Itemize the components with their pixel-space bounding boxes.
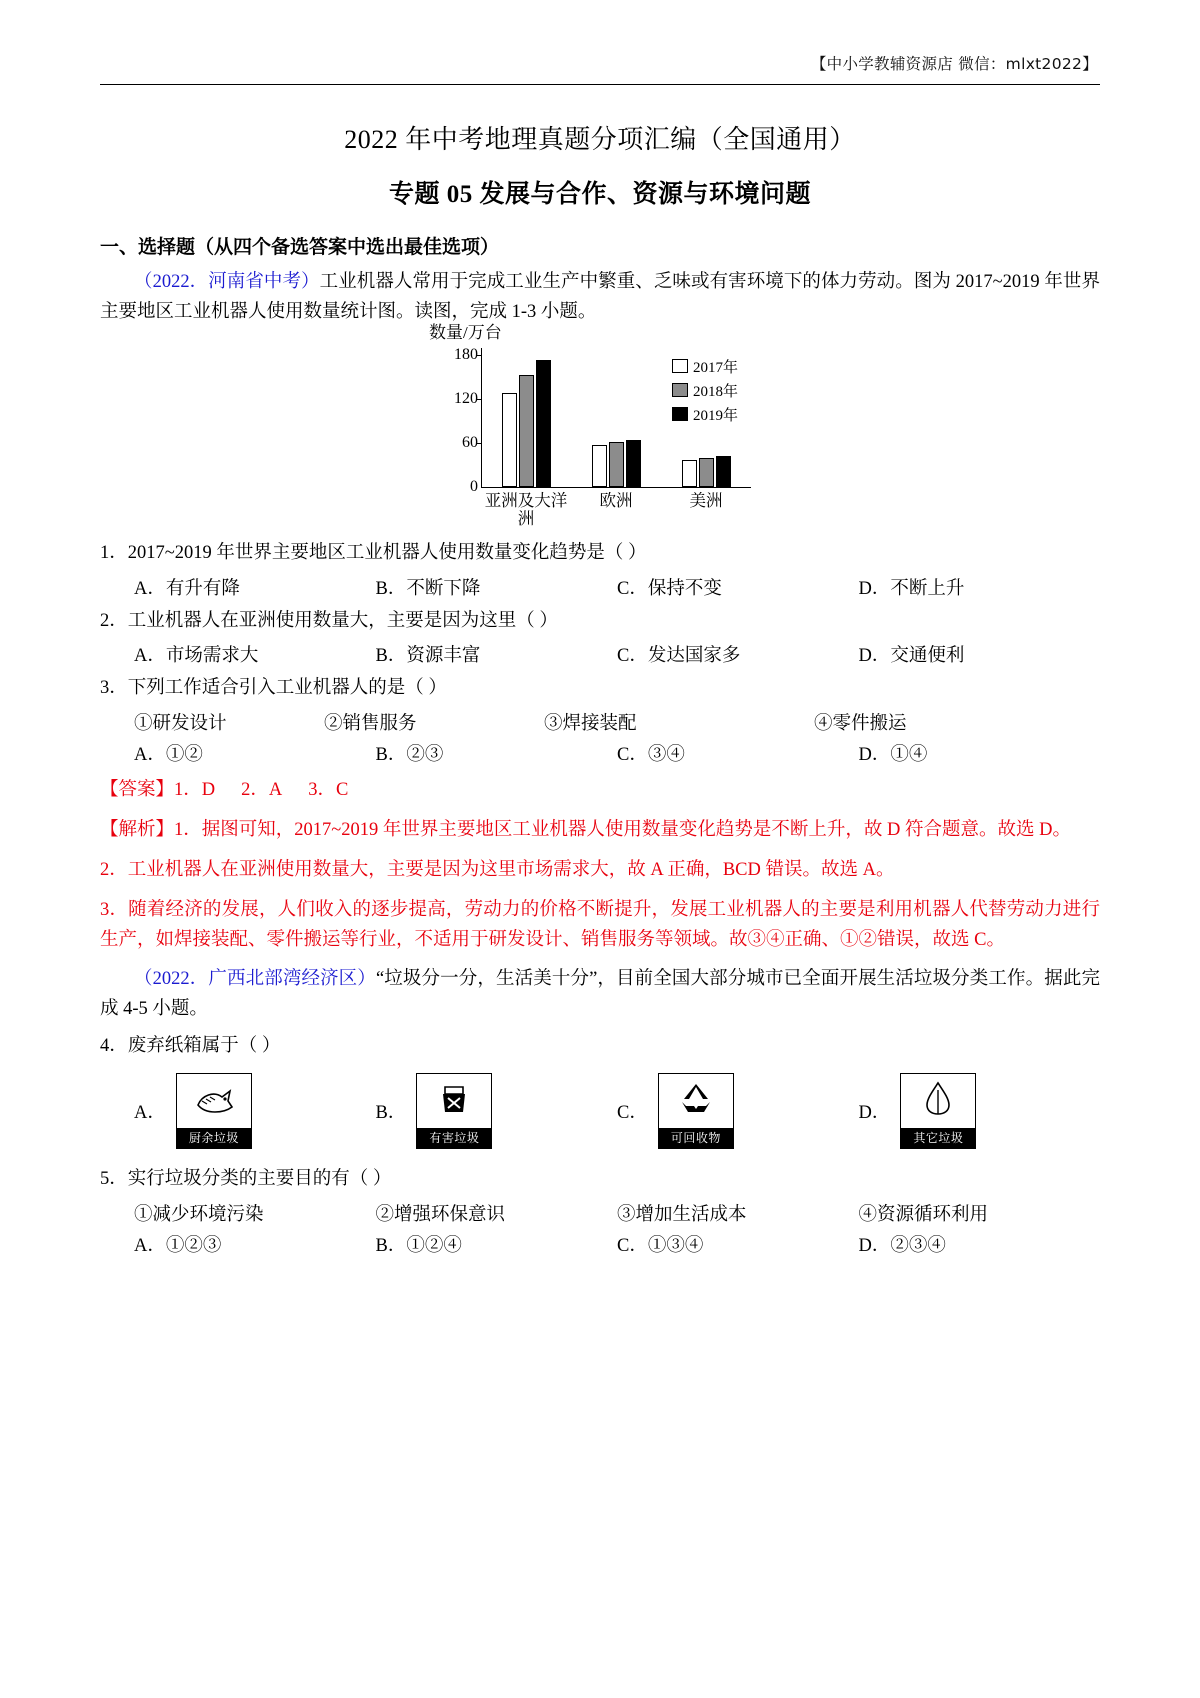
bar-america-2019 (716, 456, 731, 487)
q5-sub-4: ④资源循环利用 (858, 1204, 989, 1225)
question-5-sub-items (100, 1200, 1100, 1226)
question-3-stem: 下列工作适合引入工业机器人的是（ ） (127, 678, 447, 699)
q3-sub-3: ③焊接装配 (544, 713, 637, 734)
hazardous-waste-icon (432, 1078, 476, 1122)
legend-label-2019: 2019年 (693, 407, 739, 424)
analysis-paragraph-3: 3．随着经济的发展，人们收入的逐步提高，劳动力的价格不断提升，发展工业机器人的主要是利用机器人代替劳动力进行生产，如焊接装配、零件搬运等行业，不适用于研发设计、销售服务等领域。故③④正确、①②错误，故选 C。 (100, 899, 1100, 950)
answer-block (100, 776, 1100, 806)
recyclable-box (658, 1073, 734, 1149)
passage-2-source: （2022．广西北部湾经济区） (134, 968, 376, 989)
bar-asia-2017 (502, 393, 517, 487)
bar-europe-2017 (592, 445, 607, 487)
question-3-options (100, 740, 1100, 766)
legend-item-2018 (672, 380, 738, 401)
chart-xtick-america: 美洲 (689, 490, 723, 510)
chart-xtick-asia: 亚洲及大洋洲 (484, 490, 568, 529)
question-4-stem: 废弃纸箱属于（ ） (127, 1035, 281, 1056)
legend-swatch-2018 (672, 383, 688, 397)
passage-2-text: “垃圾分一分，生活美十分”，目前全国大部分城市已全面开展生活垃圾分类工作。据此完成 4-5 小题。 (100, 968, 1100, 1019)
q4-letter-c: C． (617, 1103, 648, 1124)
bar-europe-2018 (609, 442, 624, 487)
chart-ytick-120: 120 (454, 390, 478, 408)
page-title: 2022 年中考地理真题分项汇编（全国通用） (344, 125, 856, 154)
chart-ytick-180: 180 (454, 346, 478, 364)
q2-option-c[interactable]: C．发达国家多 (617, 646, 741, 667)
q5-sub-3: ③增加生活成本 (617, 1204, 747, 1225)
question-4-number: 4． (100, 1035, 128, 1056)
question-1-stem: 2017~2019 年世界主要地区工业机器人使用数量变化趋势是（ ） (127, 542, 647, 563)
question-2-number: 2． (100, 610, 128, 631)
hazardous-waste-caption: 有害垃圾 (417, 1128, 491, 1148)
passage-2 (100, 965, 1100, 1025)
other-waste-box (900, 1073, 976, 1149)
chart-group-europe (592, 440, 641, 487)
legend-swatch-2019 (672, 407, 688, 421)
question-3-number: 3． (100, 678, 128, 699)
passage-1 (100, 268, 1100, 328)
question-5-stem: 实行垃圾分类的主要目的有（ ） (127, 1169, 392, 1190)
watermark-text: 【中小学教辅资源店 微信：mlxt2022】 (810, 55, 1098, 73)
passage-1-source: （2022．河南省中考） (134, 272, 320, 292)
question-1-number: 1． (100, 542, 128, 563)
question-4-options (100, 1073, 1100, 1149)
q1-option-d[interactable]: D．不断上升 (858, 578, 965, 599)
chart-plot-area (454, 346, 751, 495)
analysis-text-1: 1．据图可知，2017~2019 年世界主要地区工业机器人使用数量变化趋势是不断上升，故 D 符合题意。故选 D。 (174, 819, 1071, 840)
q5-option-d[interactable]: D．②③④ (858, 1235, 946, 1256)
q4-option-a[interactable] (134, 1073, 376, 1149)
q3-sub-4: ④零件搬运 (814, 713, 907, 734)
q4-option-b[interactable] (376, 1073, 618, 1149)
header-divider (100, 84, 1100, 85)
q1-option-b[interactable]: B．不断下降 (375, 578, 481, 599)
answer-item-1: 1．D (174, 779, 216, 800)
chart-xtick-europe: 欧洲 (599, 490, 633, 510)
q4-letter-d: D． (858, 1103, 891, 1124)
question-5 (100, 1165, 1100, 1195)
chart-y-axis-label: 数量/万台 (429, 322, 502, 342)
recyclable-icon (674, 1078, 718, 1122)
chart-group-asia-oceania (502, 360, 551, 487)
answer-item-3: 3．C (308, 779, 349, 800)
q4-letter-b: B． (375, 1103, 407, 1124)
passage-1-text: 工业机器人常用于完成工业生产中繁重、乏味或有害环境下的体力劳动。图为 2017~2019 年世界主要地区工业机器人使用数量统计图。读图，完成 1-3 小题。 (100, 272, 1100, 322)
question-5-options (100, 1231, 1100, 1257)
page-subtitle: 专题 05 发展与合作、资源与环境问题 (388, 181, 811, 208)
q4-letter-a: A． (134, 1103, 166, 1124)
q5-sub-1: ①减少环境污染 (134, 1204, 264, 1225)
question-3-sub-items (100, 709, 1100, 735)
hazardous-waste-box (416, 1073, 492, 1149)
chart-legend (672, 356, 738, 428)
legend-label-2018: 2018年 (693, 383, 739, 400)
kitchen-waste-icon (192, 1078, 236, 1122)
answer-label: 【答案】 (100, 779, 175, 800)
question-2 (100, 607, 1100, 637)
chart-ytick-0: 0 (470, 477, 478, 495)
legend-item-2019 (672, 404, 738, 425)
q2-option-d[interactable]: D．交通便利 (858, 646, 965, 667)
q3-sub-2: ②销售服务 (324, 713, 417, 734)
analysis-paragraph-1 (100, 816, 1100, 846)
bar-america-2018 (699, 458, 714, 487)
kitchen-waste-caption: 厨余垃圾 (177, 1128, 251, 1148)
other-waste-caption: 其它垃圾 (901, 1128, 975, 1148)
q3-option-c[interactable]: C．③④ (617, 744, 685, 765)
analysis-paragraph-2: 2．工业机器人在亚洲使用数量大，主要是因为这里市场需求大，故 A 正确，BCD 错误。故选 A。 (100, 859, 895, 880)
analysis-label: 【解析】 (100, 819, 175, 840)
recyclable-caption: 可回收物 (659, 1128, 733, 1148)
q5-option-b[interactable]: B．①②④ (375, 1235, 462, 1256)
q5-option-a[interactable]: A．①②③ (134, 1235, 222, 1256)
question-2-options (100, 641, 1100, 667)
legend-label-2017: 2017年 (693, 359, 739, 376)
bar-asia-2018 (519, 375, 534, 487)
q3-option-b[interactable]: B．②③ (375, 744, 444, 765)
legend-swatch-2017 (672, 359, 688, 373)
question-3 (100, 674, 1100, 704)
q3-option-a[interactable]: A．①② (134, 744, 203, 765)
chart-ytick-60: 60 (462, 434, 478, 451)
q3-sub-1: ①研发设计 (134, 713, 227, 734)
question-1 (100, 539, 1100, 569)
bar-america-2017 (682, 460, 697, 487)
q5-option-c[interactable]: C．①③④ (617, 1235, 704, 1256)
q1-option-a[interactable]: A．有升有降 (134, 578, 240, 599)
question-4 (100, 1032, 1100, 1062)
question-2-stem: 工业机器人在亚洲使用数量大，主要是因为这里（ ） (127, 610, 558, 631)
q1-option-c[interactable]: C．保持不变 (617, 578, 722, 599)
kitchen-waste-box (176, 1073, 252, 1149)
q5-sub-2: ②增强环保意识 (375, 1204, 506, 1225)
question-5-number: 5． (100, 1169, 128, 1190)
robot-usage-chart (100, 322, 1100, 532)
q2-option-a[interactable]: A．市场需求大 (134, 646, 259, 667)
chart-x-labels (481, 492, 751, 529)
legend-item-2017 (672, 356, 738, 377)
question-1-options (100, 574, 1100, 600)
other-waste-icon (916, 1078, 960, 1122)
bar-asia-2019 (536, 360, 551, 487)
q2-option-b[interactable]: B．资源丰富 (375, 646, 481, 667)
bar-europe-2019 (626, 440, 641, 487)
q3-option-d[interactable]: D．①④ (858, 744, 928, 765)
q4-option-d[interactable] (859, 1073, 1101, 1149)
chart-group-america (682, 456, 731, 487)
section-heading: 一、选择题（从四个备选答案中选出最佳选项） (100, 237, 500, 258)
answer-item-2: 2．A (241, 779, 283, 800)
q4-option-c[interactable] (617, 1073, 859, 1149)
